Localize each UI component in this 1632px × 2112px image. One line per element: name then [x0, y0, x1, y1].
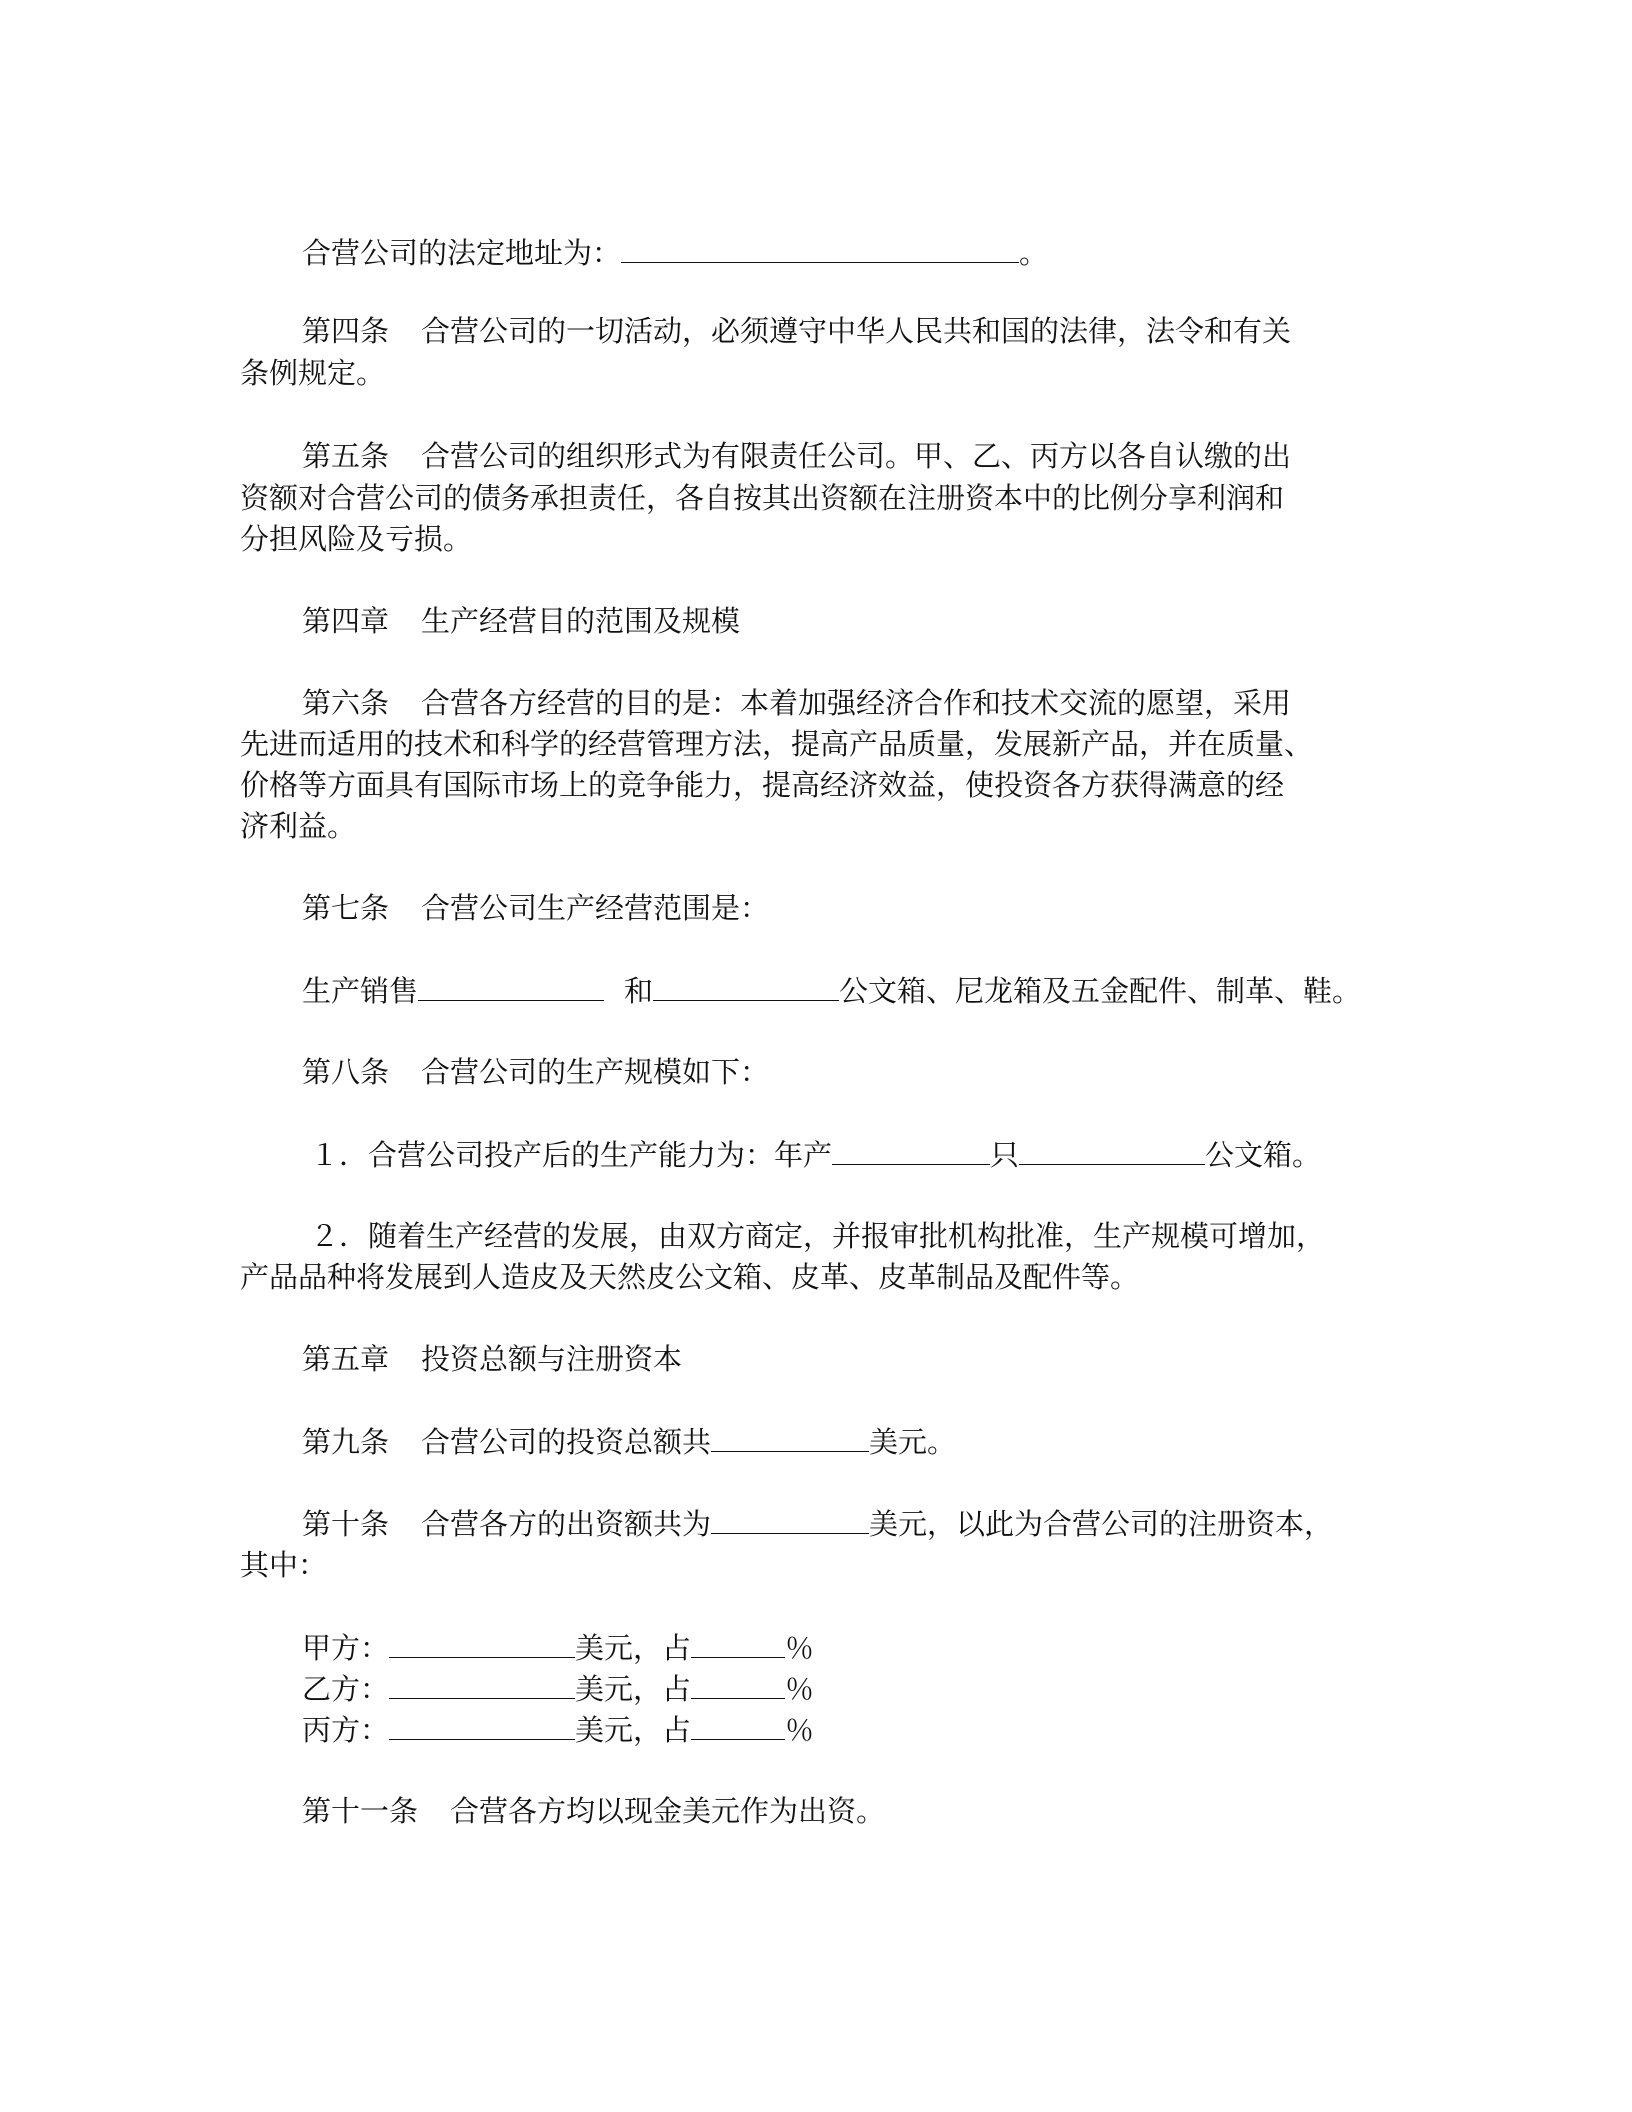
share-party: 甲方：: [302, 1631, 390, 1665]
share-row-b: [302, 1668, 814, 1709]
article-9-heading: 第九条: [302, 1425, 390, 1459]
share-percent-sign: ％: [785, 1631, 815, 1665]
article-5-text-2: 资额对合营公司的债务承担责任，各自按其出资额在注册资本中的比例分享利润和: [240, 481, 1285, 515]
article-4-text-1: 合营公司的一切活动，必须遵守中华人民共和国的法律，法令和有关: [421, 314, 1292, 348]
item-1-unit: 只: [990, 1138, 1020, 1172]
article-7-text: 合营公司生产经营范围是：: [421, 891, 770, 925]
chapter-4-heading: [302, 601, 740, 641]
scope-blank-1[interactable]: [418, 970, 604, 1001]
item-2-line-2: [240, 1257, 1139, 1297]
share-row-c: [302, 1709, 814, 1750]
article-6-text-2: 先进而适用的技术和科学的经营管理方法，提高产品质量，发展新产品，并在质量、: [240, 727, 1314, 761]
article-10-text-2: 其中：: [240, 1548, 328, 1582]
chapter-4-number: 第四章: [302, 604, 390, 638]
item-1-blank-1[interactable]: [832, 1134, 990, 1165]
share-percent-blank[interactable]: [691, 1709, 785, 1740]
item-1-end: 公文箱。: [1205, 1138, 1322, 1172]
item-1-line: [310, 1134, 1321, 1175]
share-unit: 美元，占: [575, 1672, 692, 1706]
share-percent-blank[interactable]: [691, 1627, 785, 1658]
article-6-heading: 第六条: [302, 686, 390, 720]
item-1-label: １．合营公司投产后的生产能力为：年产: [310, 1138, 833, 1172]
article-10-blank[interactable]: [711, 1503, 869, 1534]
legal-address-label: 合营公司的法定地址为：: [302, 236, 622, 270]
share-unit: 美元，占: [575, 1713, 692, 1747]
article-6-text-3: 价格等方面具有国际市场上的竞争能力，提高经济效益，使投资各方获得满意的经: [240, 768, 1285, 802]
share-amount-blank[interactable]: [389, 1668, 575, 1699]
article-4-line-1: [302, 311, 1291, 351]
article-10-line-2: [240, 1545, 327, 1585]
article-11-text: 合营各方均以现金美元作为出资。: [450, 1794, 886, 1828]
share-unit: 美元，占: [575, 1631, 692, 1665]
chapter-5-number: 第五章: [302, 1342, 390, 1376]
article-5-text-3: 分担风险及亏损。: [240, 522, 473, 556]
article-10-text: 合营各方的出资额共为: [421, 1507, 712, 1541]
article-6-text-1: 合营各方经营的目的是：本着加强经济合作和技术交流的愿望，采用: [421, 686, 1292, 720]
article-7-heading: 第七条: [302, 891, 390, 925]
scope-label-a: 生产销售: [302, 974, 419, 1008]
chapter-5-title: 投资总额与注册资本: [421, 1342, 683, 1376]
article-6-line-3: [240, 765, 1284, 805]
article-6-line-2: [240, 724, 1313, 764]
article-10-end: 美元，以此为合营公司的注册资本，: [869, 1507, 1334, 1541]
scope-label-b: 和: [624, 974, 654, 1008]
article-8-text: 合营公司的生产规模如下：: [421, 1055, 770, 1089]
article-5-line-2: [240, 478, 1284, 518]
share-row-a: [302, 1627, 814, 1668]
share-amount-blank[interactable]: [389, 1627, 575, 1658]
article-8-line: [302, 1052, 769, 1092]
item-2-line-1: [310, 1216, 1325, 1256]
article-9-text: 合营公司的投资总额共: [421, 1425, 712, 1459]
share-percent-sign: ％: [785, 1672, 815, 1706]
item-1-blank-2[interactable]: [1019, 1134, 1205, 1165]
article-5-line-3: [240, 519, 472, 559]
scope-label-c: 公文箱、尼龙箱及五金配件、制革、鞋。: [839, 974, 1362, 1008]
article-5-text-1: 合营公司的组织形式为有限责任公司。甲、乙、丙方以各自认缴的出: [421, 439, 1292, 473]
scope-line: [302, 970, 1361, 1011]
article-4-text-2: 条例规定。: [240, 356, 386, 390]
chapter-4-title: 生产经营目的范围及规模: [421, 604, 741, 638]
chapter-5-heading: [302, 1339, 682, 1379]
article-10-heading: 第十条: [302, 1507, 390, 1541]
article-10-line-1: [302, 1503, 1333, 1544]
share-percent-blank[interactable]: [691, 1668, 785, 1699]
article-9-blank[interactable]: [711, 1421, 869, 1452]
article-11-line: [302, 1791, 885, 1831]
article-9-line: [302, 1421, 956, 1462]
share-amount-blank[interactable]: [389, 1709, 575, 1740]
share-party: 乙方：: [302, 1672, 390, 1706]
article-4-line-2: [240, 353, 385, 393]
share-party: 丙方：: [302, 1713, 390, 1747]
item-2-text-1: ２．随着生产经营的发展，由双方商定，并报审批机构批准，生产规模可增加，: [310, 1219, 1326, 1253]
article-5-line-1: [302, 436, 1291, 476]
article-6-text-4: 济利益。: [240, 809, 357, 843]
article-5-heading: 第五条: [302, 439, 390, 473]
item-2-text-2: 产品品种将发展到人造皮及天然皮公文箱、皮革、皮革制品及配件等。: [240, 1260, 1140, 1294]
article-4-heading: 第四条: [302, 314, 390, 348]
legal-address-blank[interactable]: [621, 232, 1019, 263]
article-8-heading: 第八条: [302, 1055, 390, 1089]
article-6-line-4: [240, 806, 356, 846]
article-11-heading: 第十一条: [302, 1794, 419, 1828]
article-9-end: 美元。: [869, 1425, 957, 1459]
article-6-line-1: [302, 683, 1291, 723]
share-percent-sign: ％: [785, 1713, 815, 1747]
scope-blank-2[interactable]: [653, 970, 839, 1001]
article-7-line: [302, 888, 769, 928]
legal-address-end: 。: [1019, 236, 1049, 270]
legal-address-line: [302, 232, 1048, 273]
